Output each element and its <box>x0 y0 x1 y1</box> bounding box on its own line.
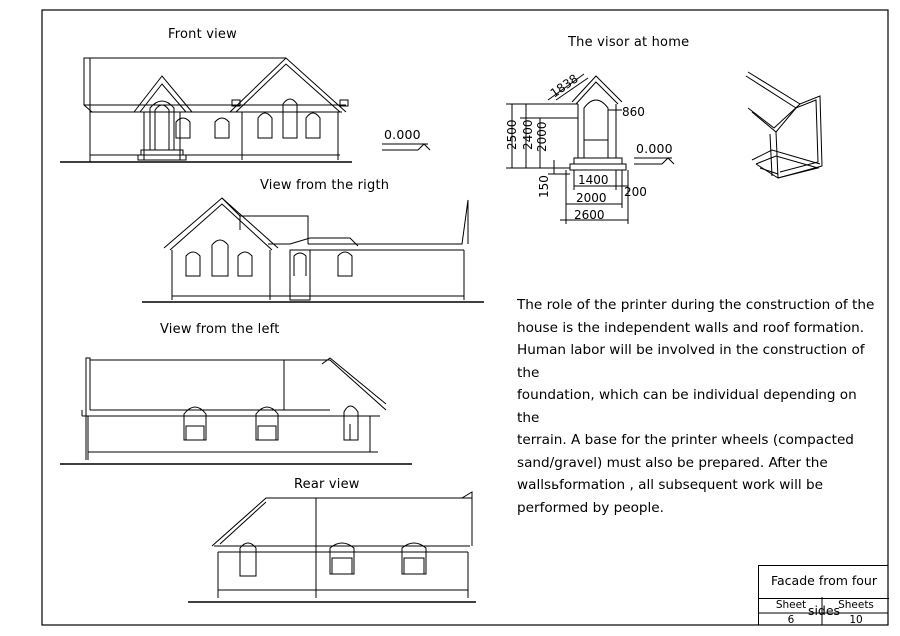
description-line: The role of the printer during the construction of the <box>517 297 875 313</box>
dim-2000-horizontal: 2000 <box>576 191 607 205</box>
dim-860: 860 <box>622 105 645 119</box>
dim-200: 200 <box>624 185 647 199</box>
rear-view-title: Rear view <box>294 477 360 492</box>
rear-view-drawing <box>188 492 476 602</box>
description-line: terrain. A base for the printer wheels (compacted <box>517 432 854 448</box>
description-line: Human labor will be involved in the construction of the <box>517 342 865 381</box>
visor-isometric-drawing <box>746 72 822 178</box>
front-view-drawing <box>60 58 352 162</box>
left-view-drawing <box>60 358 412 464</box>
description-line: foundation, which can be individual depending on the <box>517 387 857 426</box>
visor-title: The visor at home <box>568 35 690 50</box>
description-line: sand/gravel) must also be prepared. After the <box>517 454 828 471</box>
dim-1838: 1838 <box>547 71 581 101</box>
dim-150: 150 <box>537 175 551 198</box>
sheet-label: Sheet <box>775 599 807 611</box>
visor-level-label: 0.000 <box>636 141 673 156</box>
dim-2500: 2500 <box>505 119 519 150</box>
description-line: house is the independent walls and roof formation. <box>517 319 865 336</box>
front-level-label: 0.000 <box>384 127 421 142</box>
sheets-label: Sheets <box>838 599 874 611</box>
left-view-title: View from the left <box>160 322 280 337</box>
title-block-title: Facade from four sides <box>759 566 889 599</box>
front-level-mark <box>382 144 430 150</box>
sheet-value: 6 <box>787 614 795 626</box>
description-text <box>517 294 879 519</box>
description-line: performed by people. <box>517 499 664 516</box>
dim-2400: 2400 <box>521 119 535 150</box>
right-view-drawing <box>142 198 484 302</box>
right-view-title: View from the rigth <box>260 178 390 193</box>
dim-2600: 2600 <box>574 208 605 222</box>
title-block <box>758 565 888 625</box>
dim-2000-vertical: 2000 <box>535 121 549 152</box>
front-view-title: Front view <box>168 27 237 42</box>
dim-1400: 1400 <box>578 173 609 187</box>
description-line: wallsьformation , all subsequent work will be <box>517 477 823 493</box>
sheets-value: 10 <box>849 614 863 626</box>
